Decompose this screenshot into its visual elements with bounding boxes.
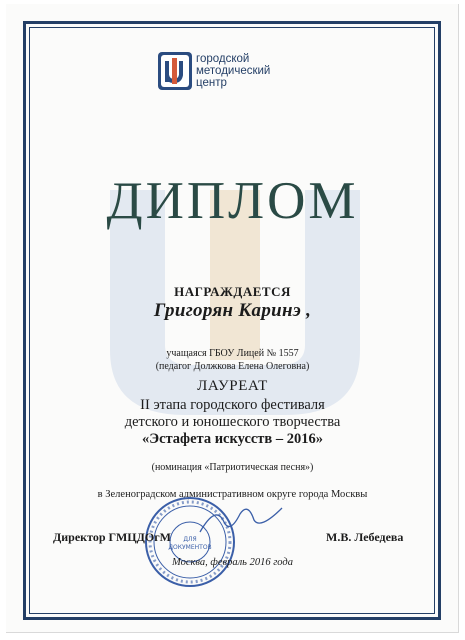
nomination: (номинация «Патриотическая песня») [151,462,314,473]
logo-line-3: центр [196,77,227,89]
logo-line-2: методический [196,65,271,77]
awarded-label: НАГРАЖДАЕТСЯ [174,284,291,299]
festival-line-3: «Эстафета искусств – 2016» [141,431,324,447]
mu-letter-logo-icon [158,52,192,90]
logo-line-1: городской [196,53,250,65]
teacher-line: (педагог Должкова Елена Олеговна) [155,361,310,372]
festival-line-1: II этапа городского фестиваля [140,397,325,413]
stamp-center-text: ДЛЯ [183,536,197,543]
district: в Зеленоградском административном округе города Москвы [97,489,368,500]
recipient-name: Григорян Каринэ , [153,300,312,321]
signatory-name: М.В. Лебедева [326,530,404,544]
school-info [0,347,465,373]
festival-line-2: детского и юношеского творчества [124,414,341,430]
handwritten-signature [196,500,286,540]
student-line: учащаяся ГБОУ Лицей № 1557 [166,348,299,359]
svg-text:ДОКУМЕНТОВ: ДОКУМЕНТОВ [168,544,212,551]
festival-description [0,397,465,448]
place-date: Москва, февраль 2016 года [172,557,293,568]
logo-text [196,53,270,89]
award-title: ЛАУРЕАТ [197,378,268,394]
logo [158,52,318,92]
signatory-title: Директор ГМЦДОгМ [53,530,171,544]
diploma-title: ДИПЛОМ [106,172,359,230]
